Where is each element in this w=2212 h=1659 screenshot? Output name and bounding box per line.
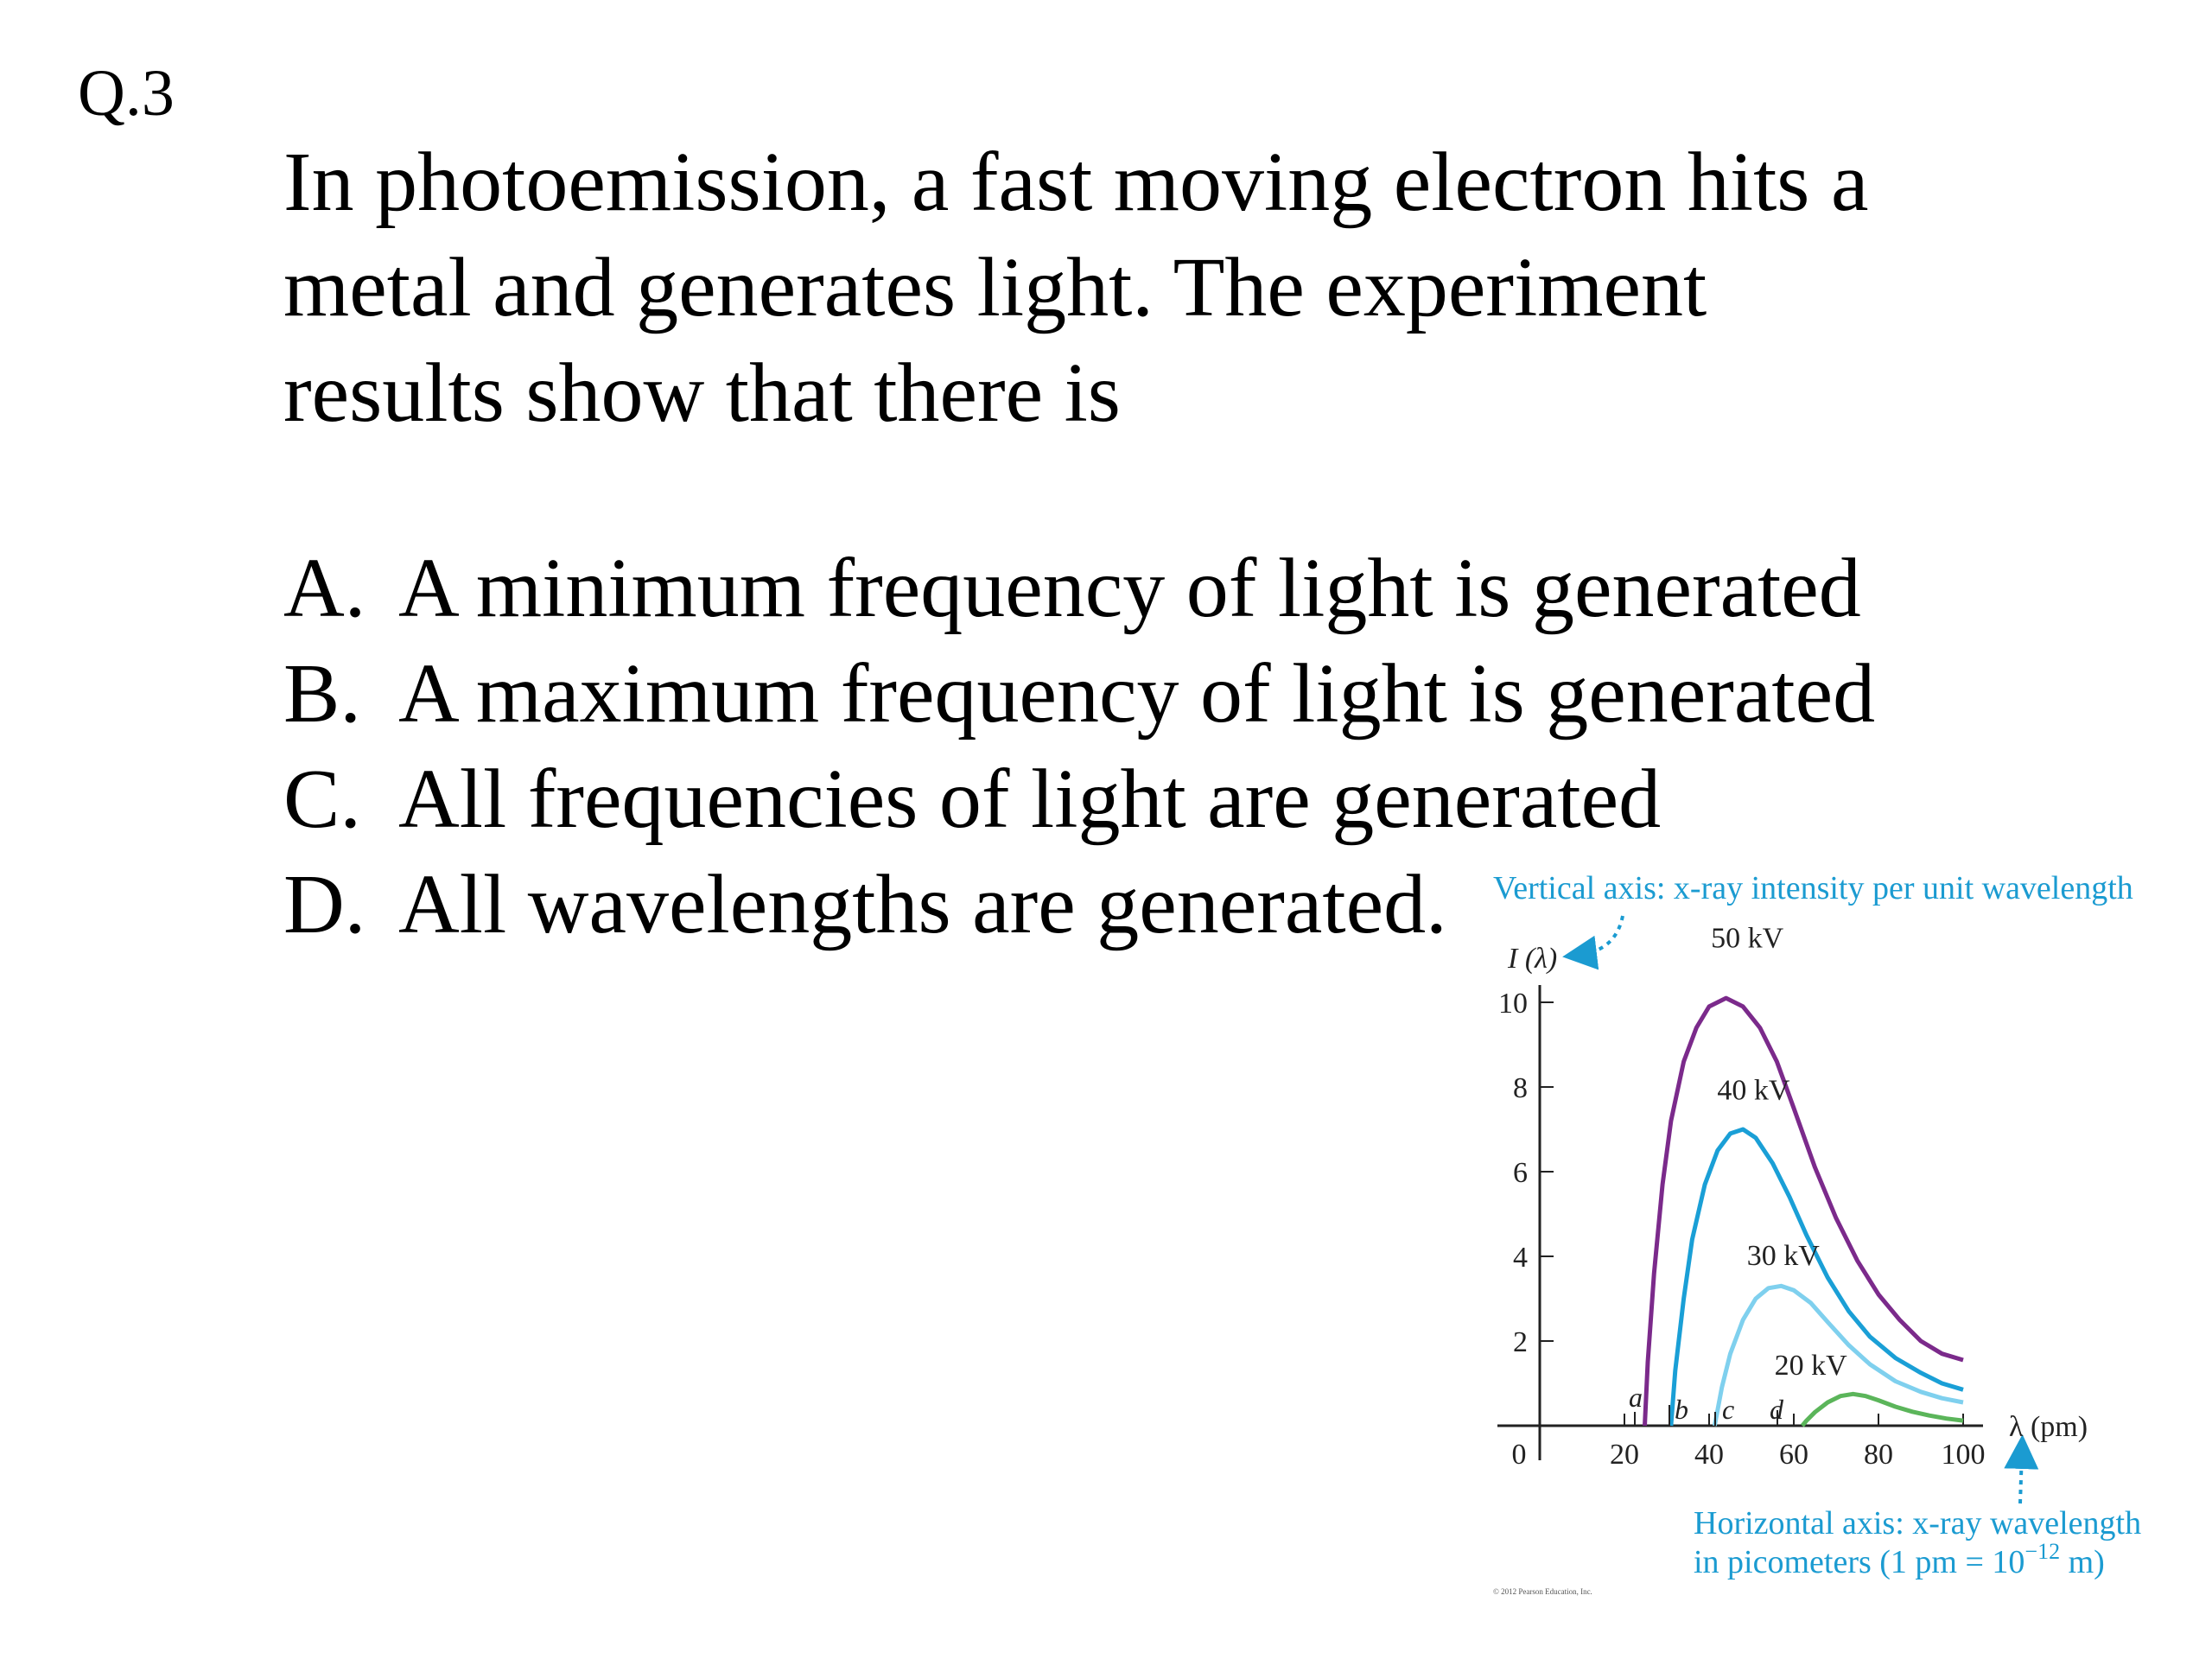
x-tick-label: 20 [1610, 1439, 1639, 1471]
horizontal-axis-note-line2 [1694, 1539, 2105, 1580]
copyright-text: © 2012 Pearson Education, Inc. [1493, 1587, 1592, 1596]
y-tick-label: 2 [1513, 1326, 1528, 1358]
cutoff-label-c: c [1722, 1394, 1735, 1425]
x-tick-label: 100 [1941, 1439, 1986, 1471]
option-d[interactable] [283, 852, 1875, 957]
horizontal-note-arrow [2020, 1452, 2022, 1503]
answer-options [283, 536, 1875, 957]
option-text: All frequencies of light are generated [398, 753, 1662, 846]
x-tick-label: 0 [1511, 1439, 1527, 1471]
cutoff-label-a: a [1629, 1382, 1643, 1413]
curve-20-kv [1802, 1394, 1963, 1426]
option-letter: B. [283, 647, 361, 741]
option-letter: A. [283, 542, 366, 635]
question-line: results show that there is [283, 346, 1121, 440]
option-c[interactable] [283, 747, 1875, 852]
x-axis-label: λ (pm) [2009, 1411, 2088, 1443]
cutoff-label-d: d [1770, 1394, 1783, 1425]
curve-50-kv [1645, 998, 1964, 1426]
horizontal-note-prefix: in picometers (1 pm = 10 [1694, 1544, 2025, 1580]
option-text: All wavelengths are generated. [398, 858, 1447, 951]
x-tick-label: 80 [1864, 1439, 1893, 1471]
spectrum-curves [1645, 922, 1964, 1426]
question-number: Q.3 [78, 57, 175, 130]
option-letter: C. [283, 753, 361, 846]
option-text: A minimum frequency of light is generated [398, 542, 1861, 635]
question-text [283, 130, 2012, 446]
curve-30-kv [1714, 1286, 1963, 1426]
question-line: In photoemission, a fast moving electron hits a [283, 136, 1869, 229]
cutoff-label-b: b [1675, 1394, 1688, 1425]
x-tick-label: 40 [1694, 1439, 1724, 1471]
curve-label: 20 kV [1774, 1350, 1847, 1382]
horizontal-axis-note-line1: Horizontal axis: x-ray wavelength [1694, 1505, 2142, 1541]
horizontal-note-exponent: −12 [2024, 1539, 2061, 1564]
option-b[interactable] [283, 641, 1875, 747]
curve-label: 30 kV [1746, 1239, 1820, 1272]
y-tick-label: 10 [1498, 988, 1528, 1020]
curve-label: 40 kV [1717, 1074, 1790, 1107]
y-tick-label: 4 [1513, 1242, 1528, 1274]
axis-ticks [1498, 988, 1986, 1471]
curve-label: 50 kV [1711, 922, 1784, 955]
horizontal-note-suffix: m) [2060, 1544, 2105, 1580]
curve-40-kv [1671, 1129, 1963, 1426]
x-tick-label: 60 [1779, 1439, 1808, 1471]
option-text: A maximum frequency of light is generated [398, 647, 1876, 741]
option-letter: D. [283, 858, 366, 951]
question-line: metal and generates light. The experiment [283, 241, 1707, 334]
y-axis-label: I (λ) [1508, 943, 1558, 975]
y-tick-label: 8 [1513, 1072, 1528, 1104]
vertical-axis-note: Vertical axis: x-ray intensity per unit wavelength [1493, 870, 2133, 906]
y-tick-label: 6 [1513, 1157, 1528, 1189]
option-a[interactable] [283, 536, 1875, 641]
